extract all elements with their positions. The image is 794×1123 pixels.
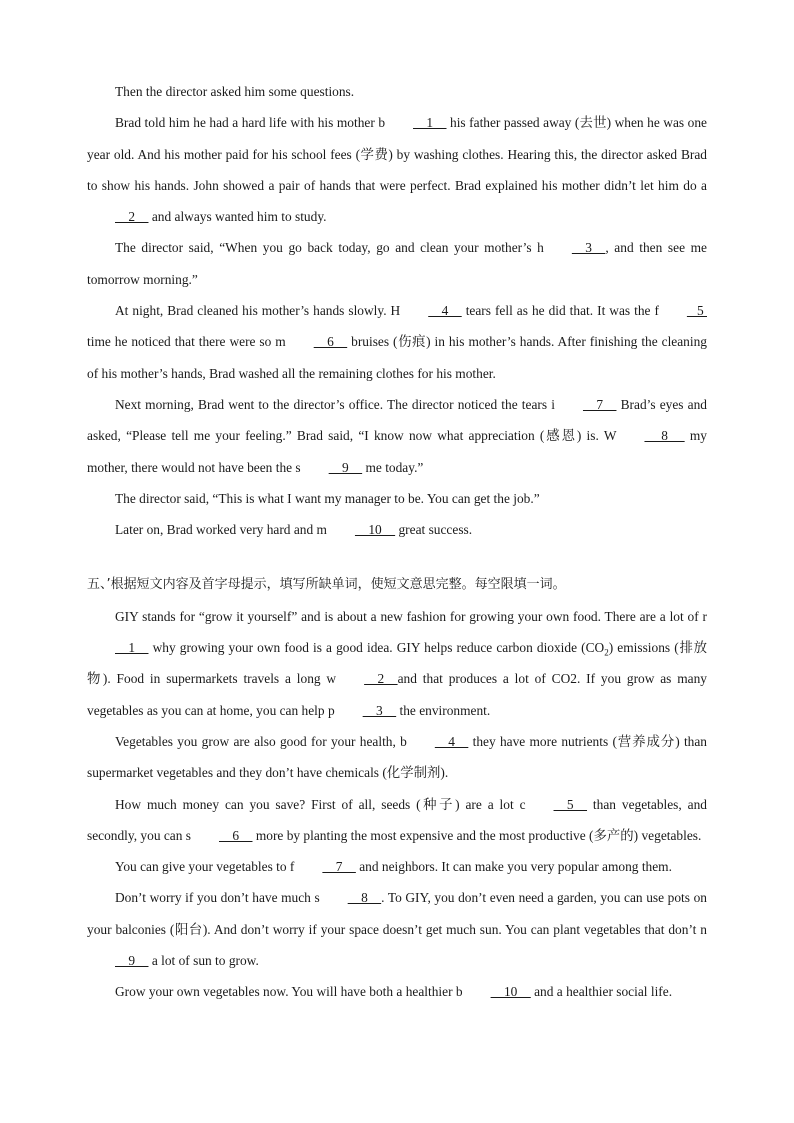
blank-4[interactable]: 4	[434, 733, 469, 749]
blank-2[interactable]: 2	[115, 209, 149, 225]
blank-6[interactable]: 6	[313, 334, 348, 350]
text: You can give your vegetables to f	[115, 859, 295, 875]
paragraph	[87, 76, 707, 107]
paragraph	[87, 976, 707, 1007]
blank-8[interactable]: 8	[644, 428, 685, 444]
blank-5[interactable]: 5	[686, 303, 707, 319]
text: ) emissions (排放物). Food in supermarkets travels a long w	[87, 640, 707, 687]
text: bruises (伤痕) in his mother’s hands. After finishing the cleaning of his mother’s hands, Brad washed all the remaining clothes for his mother.	[87, 334, 707, 381]
text: and neighbors. It can make you very popular among them.	[355, 859, 672, 875]
text: , and then see me tomorrow morning.”	[87, 240, 708, 287]
text: his father passed away (去世) when he was one year old. And his mother paid for his school fees (学费) by washing clothes. Hearing this, the director asked Brad to show his hands. John showed a pair of hands that were perfect. Brad explained his mother didn’t let him do a	[87, 115, 707, 193]
text: and a healthier social life.	[530, 984, 673, 1000]
blank-3[interactable]: 3	[571, 240, 606, 256]
passage-1	[87, 76, 707, 545]
blank-3[interactable]: 3	[362, 702, 397, 718]
subscript: 2	[604, 647, 609, 658]
blank-9[interactable]: 9	[115, 953, 149, 969]
text: a lot of sun to grow.	[148, 953, 259, 969]
text: . To GIY, you don’t even need a garden, you can use pots on your balconies (阳台). And don’t worry if your space doesn’t get much sun. You can plant vegetables that don’t n	[87, 890, 707, 937]
text: Brad told him he had a hard life with his mother b	[115, 115, 386, 131]
text: my mother, there would not have been the s	[87, 428, 707, 475]
blank-4[interactable]: 4	[428, 303, 462, 319]
text: Brad’s eyes and asked, “Please tell me your feeling.” Brad said, “I know now what appreciation (感恩) is. W	[87, 396, 708, 444]
paragraph	[87, 789, 707, 852]
blank-7[interactable]: 7	[322, 859, 356, 875]
paragraph	[87, 232, 707, 295]
section-heading: 五、’根据短文内容及首字母提示，填写所缺单词，使短文意思完整。每空限填一词。	[87, 577, 566, 593]
passage-2	[87, 569, 707, 1007]
paragraph	[87, 514, 707, 545]
paragraph	[87, 726, 707, 789]
text: more by planting the most expensive and the most productive (多产的) vegetables.	[252, 827, 702, 843]
text: the environment.	[396, 702, 491, 718]
blank-1[interactable]: 1	[413, 115, 447, 131]
blank-9[interactable]: 9	[328, 459, 363, 475]
text: than vegetables, and secondly, you can s	[87, 796, 707, 843]
text: Don’t worry if you don’t have much s	[115, 890, 320, 906]
document-page	[87, 76, 707, 1008]
blank-8[interactable]: 8	[347, 890, 382, 906]
blank-10[interactable]: 10	[354, 522, 396, 538]
text: me today.”	[362, 459, 424, 475]
blank-1[interactable]: 1	[115, 640, 149, 656]
text: At night, Brad cleaned his mother’s hands slowly. H	[115, 303, 401, 319]
paragraph	[87, 601, 707, 726]
text: Then the director asked him some questions.	[115, 84, 355, 99]
text: The director said, “When you go back today, go and clean your mother’s h	[115, 240, 544, 256]
paragraph	[87, 483, 707, 514]
text: GIY stands for “grow it yourself” and is about a new fashion for growing your own food. There are a lot of r	[115, 608, 707, 624]
paragraph	[87, 107, 707, 232]
text: Next morning, Brad went to the director’s office. The director noticed the tears i	[115, 396, 555, 412]
text: How much money can you save? First of all, seeds (种子) are a lot c	[115, 796, 526, 812]
blank-5[interactable]: 5	[553, 796, 588, 812]
blank-2[interactable]: 2	[364, 671, 398, 687]
text: and that produces a lot of CO2. If you grow as many vegetables as you can at home, you can help p	[87, 671, 707, 718]
text: tears fell as he did that. It was the f	[461, 303, 659, 319]
section-gap	[87, 545, 707, 569]
text: Later on, Brad worked very hard and m	[115, 522, 327, 538]
text: The director said, “This is what I want my manager to be. You can get the job.”	[115, 490, 540, 506]
blank-6[interactable]: 6	[219, 827, 253, 843]
text: Vegetables you grow are also good for your health, b	[115, 733, 407, 749]
text: time he noticed that there were so m	[87, 334, 286, 350]
blank-7[interactable]: 7	[582, 396, 617, 412]
text: great success.	[395, 522, 473, 538]
paragraph	[87, 389, 707, 483]
paragraph	[87, 851, 707, 882]
text: why growing your own food is a good idea. GIY helps reduce carbon dioxide (CO	[148, 640, 605, 656]
blank-10[interactable]: 10	[490, 984, 531, 1000]
paragraph	[87, 295, 707, 389]
text: Grow your own vegetables now. You will have both a healthier b	[115, 984, 463, 1000]
text: and always wanted him to study.	[148, 209, 327, 225]
text: they have more nutrients (营养成分) than supermarket vegetables and they don’t have chemicals (化学制剂).	[87, 733, 707, 781]
paragraph	[87, 882, 707, 976]
